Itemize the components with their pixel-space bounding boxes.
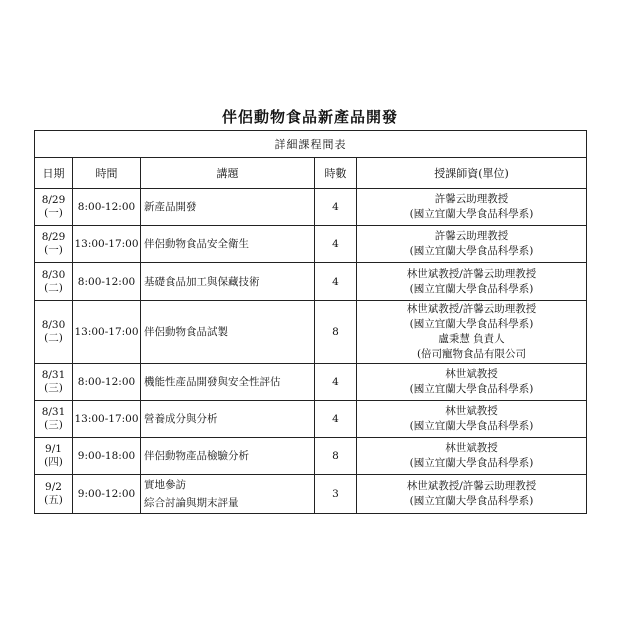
topic-line: 伴侶動物產品檢驗分析 [144, 450, 249, 462]
header-instructor: 授課師資(單位) [357, 158, 587, 189]
header-date: 日期 [35, 158, 73, 189]
time-cell: 13:00-17:00 [73, 301, 141, 364]
date-cell [35, 301, 73, 364]
weekday-value: (二) [44, 281, 63, 294]
topic-line: 機能性產品開發與安全性評估 [144, 376, 281, 388]
weekday-value: (三) [44, 382, 63, 394]
table-row [35, 301, 587, 364]
weekday-value: (一) [44, 207, 63, 219]
instructor-line: (國立宜蘭大學食品科學系) [409, 420, 534, 432]
hours-cell: 4 [315, 364, 357, 401]
topic-cell [141, 401, 315, 438]
topic-cell [141, 263, 315, 301]
time-cell: 13:00-17:00 [73, 226, 141, 263]
page-title: 伴侶動物食品新產品開發 [221, 108, 398, 126]
instructor-cell [357, 401, 587, 438]
header-topic: 講題 [141, 158, 315, 189]
table-row [35, 438, 587, 475]
time-cell: 8:00-12:00 [73, 364, 141, 401]
topic-cell [141, 475, 315, 514]
course-schedule-table [34, 130, 587, 514]
date-value: 9/1 [45, 443, 62, 455]
date-cell [35, 189, 73, 226]
instructor-cell [357, 189, 587, 226]
instructor-cell [357, 438, 587, 475]
table-row [35, 364, 587, 401]
table-row [35, 189, 587, 226]
instructor-line: 許馨云助理教授 [434, 230, 509, 242]
topic-cell [141, 301, 315, 364]
header-row [35, 158, 587, 189]
weekday-value: (五) [44, 494, 63, 506]
hours-cell: 8 [315, 438, 357, 475]
instructor-line: (國立宜蘭大學食品科學系) [409, 495, 534, 507]
date-cell [35, 475, 73, 514]
header-hours: 時數 [315, 158, 357, 189]
topic-line: 基礎食品加工與保藏技術 [144, 275, 260, 288]
instructor-line: 林世斌教授/許馨云助理教授 [406, 480, 537, 492]
instructor-line: 許馨云助理教授 [434, 193, 509, 205]
time-cell: 8:00-12:00 [73, 263, 141, 301]
instructor-line: (倍司寵物食品有限公司 [416, 348, 527, 360]
hours-cell: 4 [315, 263, 357, 301]
date-value: 8/29 [41, 194, 66, 206]
instructor-line: 林世斌教授 [445, 442, 498, 454]
table-row [35, 263, 587, 301]
weekday-value: (一) [44, 244, 63, 256]
topic-line: 伴侶動物食品試製 [144, 326, 228, 338]
hours-cell: 3 [315, 475, 357, 514]
topic-line: 綜合討論與期末評量 [144, 497, 239, 509]
topic-line: 營養成分與分析 [144, 413, 218, 425]
topic-cell [141, 226, 315, 263]
date-value: 9/2 [45, 481, 62, 493]
time-cell: 13:00-17:00 [73, 401, 141, 438]
date-cell [35, 438, 73, 475]
instructor-line: (國立宜蘭大學食品科學系) [409, 208, 534, 220]
time-cell: 9:00-18:00 [73, 438, 141, 475]
topic-line: 伴侶動物食品安全衛生 [144, 238, 249, 250]
topic-line: 實地參訪 [144, 479, 186, 491]
date-value: 8/31 [41, 406, 66, 418]
instructor-line: (國立宜蘭大學食品科學系) [409, 457, 534, 469]
instructor-cell [357, 263, 587, 301]
date-value: 8/29 [41, 231, 66, 243]
date-cell [35, 364, 73, 401]
instructor-cell [357, 475, 587, 514]
date-cell [35, 263, 73, 301]
table-row [35, 401, 587, 438]
caption-row [35, 131, 587, 158]
instructor-line: 林世斌教授 [445, 405, 498, 417]
date-value: 8/30 [41, 268, 66, 281]
hours-cell: 8 [315, 301, 357, 364]
table-row [35, 475, 587, 514]
weekday-value: (二) [44, 332, 63, 344]
weekday-value: (四) [44, 456, 63, 468]
topic-cell [141, 438, 315, 475]
date-value: 8/30 [41, 319, 66, 331]
topic-line: 新產品開發 [144, 201, 197, 213]
instructor-line: (國立宜蘭大學食品科學系) [409, 383, 534, 395]
table-row [35, 226, 587, 263]
time-cell: 8:00-12:00 [73, 189, 141, 226]
header-time: 時間 [73, 158, 141, 189]
date-cell [35, 226, 73, 263]
hours-cell: 4 [315, 401, 357, 438]
instructor-line: 林世斌教授/許馨云助理教授 [406, 267, 537, 280]
date-value: 8/31 [41, 369, 66, 381]
instructor-line: (國立宜蘭大學食品科學系) [409, 318, 534, 330]
instructor-line: 林世斌教授/許馨云助理教授 [406, 303, 537, 315]
time-cell: 9:00-12:00 [73, 475, 141, 514]
instructor-line: 盧秉慧 負責人 [438, 333, 505, 345]
topic-cell [141, 364, 315, 401]
instructor-cell [357, 301, 587, 364]
instructor-cell [357, 226, 587, 263]
topic-cell [141, 189, 315, 226]
hours-cell: 4 [315, 226, 357, 263]
instructor-line: (國立宜蘭大學食品科學系) [409, 282, 534, 295]
weekday-value: (三) [44, 419, 63, 431]
instructor-line: 林世斌教授 [445, 368, 498, 380]
instructor-line: (國立宜蘭大學食品科學系) [409, 245, 534, 257]
table-caption: 詳細課程間表 [35, 131, 587, 158]
date-cell [35, 401, 73, 438]
hours-cell: 4 [315, 189, 357, 226]
instructor-cell [357, 364, 587, 401]
